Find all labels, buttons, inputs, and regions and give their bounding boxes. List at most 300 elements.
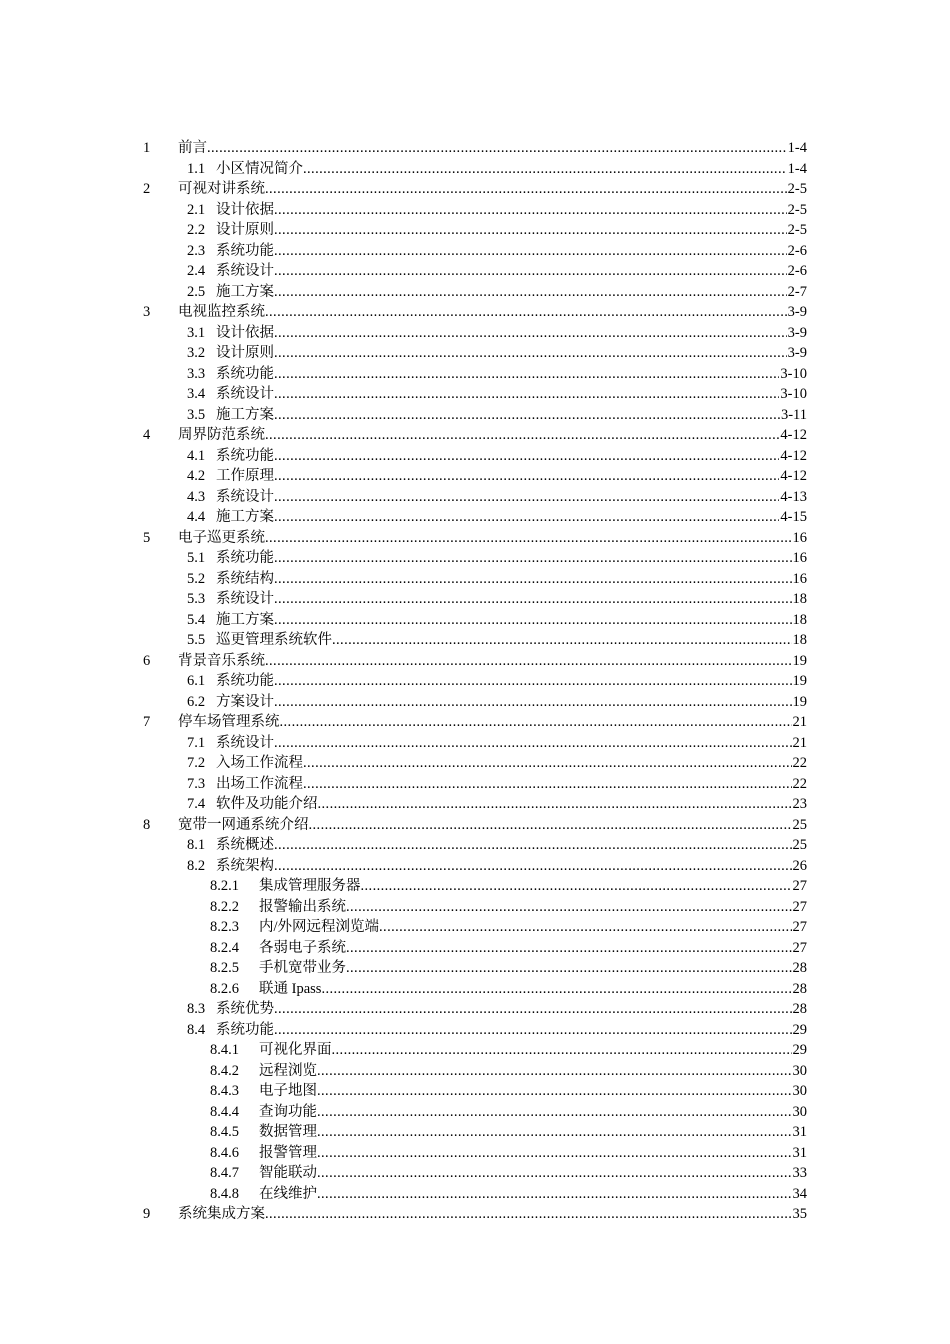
toc-entry-page-number: 16	[792, 550, 807, 566]
toc-entry-title: 施工方案	[216, 509, 274, 525]
toc-entry-number: 5	[143, 529, 151, 546]
toc-entry-line	[259, 1163, 807, 1184]
toc-entry[interactable]	[143, 610, 807, 631]
toc-entry[interactable]	[143, 856, 807, 877]
toc-entry[interactable]	[143, 733, 807, 754]
dot-leader	[274, 487, 779, 508]
toc-entry-line	[216, 794, 807, 815]
dot-leader	[265, 1204, 792, 1225]
dot-leader	[274, 200, 787, 221]
toc-entry-page-number: 16	[792, 529, 807, 546]
toc-entry[interactable]	[143, 897, 807, 918]
dot-leader	[207, 138, 787, 159]
toc-entry-title: 施工方案	[216, 611, 274, 628]
toc-entry-number: 7	[143, 714, 151, 730]
toc-entry-page-number: 23	[792, 796, 807, 812]
toc-entry-title: 电子地图	[259, 1083, 317, 1099]
toc-entry-page-number: 28	[792, 980, 807, 997]
toc-entry-number: 4.3	[187, 488, 206, 505]
toc-entry-title: 手机宽带业务	[259, 960, 346, 976]
toc-entry-title: 入场工作流程	[216, 755, 303, 771]
toc-entry-title: 在线维护	[259, 1185, 317, 1202]
dot-leader	[332, 1040, 792, 1061]
toc-entry-line	[216, 466, 807, 487]
dot-leader	[274, 569, 792, 590]
toc-entry-line	[216, 630, 807, 651]
toc-entry[interactable]	[143, 200, 807, 221]
dot-leader	[274, 548, 792, 569]
toc-entry-page-number: 3-9	[787, 304, 807, 320]
toc-entry-number: 9	[143, 1206, 151, 1222]
toc-entry-line	[178, 302, 807, 323]
toc-entry-title: 方案设计	[216, 693, 274, 710]
toc-entry[interactable]	[143, 794, 807, 815]
dot-leader	[346, 938, 792, 959]
toc-entry-title: 系统设计	[216, 591, 274, 607]
toc-entry-title: 系统功能	[216, 550, 274, 566]
toc-entry-title: 施工方案	[216, 283, 274, 300]
toc-entry-title: 设计原则	[216, 222, 274, 238]
dot-leader	[265, 528, 792, 549]
dot-leader	[274, 343, 787, 364]
toc-entry-title: 系统设计	[216, 263, 274, 279]
toc-entry-number: 2.1	[187, 201, 206, 218]
dot-leader	[303, 753, 792, 774]
dot-leader	[274, 384, 779, 405]
toc-entry-number: 8	[143, 816, 151, 833]
toc-entry-number: 7.3	[187, 775, 206, 792]
toc-entry-page-number: 4-12	[780, 447, 807, 464]
toc-entry-line	[216, 589, 807, 610]
toc-entry-title: 系统结构	[216, 570, 274, 587]
toc-entry-page-number: 2-5	[787, 181, 807, 197]
dot-leader	[274, 261, 787, 282]
toc-entry-number: 8.1	[187, 837, 206, 853]
toc-entry-page-number: 18	[792, 632, 807, 648]
toc-entry-number: 5.2	[187, 570, 206, 587]
toc-entry-title: 可视对讲系统	[178, 181, 265, 197]
toc-entry-page-number: 30	[792, 1062, 807, 1079]
toc-entry-line	[259, 897, 807, 918]
toc-entry-title: 系统功能	[216, 447, 274, 464]
toc-entry-title: 出场工作流程	[216, 775, 303, 792]
toc-entry-line	[216, 507, 807, 528]
dot-leader	[274, 610, 792, 631]
toc-entry-line	[216, 282, 807, 303]
toc-entry-number: 8.4.6	[210, 1144, 239, 1161]
toc-entry-line	[178, 425, 807, 446]
toc-entry[interactable]	[143, 1184, 807, 1205]
toc-entry-line	[216, 835, 807, 856]
toc-entry-page-number: 19	[792, 693, 807, 710]
toc-entry-page-number: 19	[792, 652, 807, 669]
toc-entry[interactable]	[143, 589, 807, 610]
toc-entry-line	[178, 528, 807, 549]
toc-entry-title: 背景音乐系统	[178, 652, 265, 669]
toc-entry-number: 8.2.4	[210, 939, 239, 956]
toc-entry-number: 8.2.2	[210, 898, 239, 915]
toc-entry[interactable]	[143, 876, 807, 897]
toc-entry-page-number: 3-9	[787, 345, 807, 361]
toc-entry-page-number: 4-15	[780, 509, 807, 525]
toc-entry-number: 4.4	[187, 509, 206, 525]
toc-entry[interactable]	[143, 405, 807, 426]
toc-entry[interactable]	[143, 958, 807, 979]
toc-entry-number: 8.2.5	[210, 960, 239, 976]
dot-leader	[274, 692, 792, 713]
dot-leader	[317, 1143, 792, 1164]
toc-entry-page-number: 27	[792, 939, 807, 956]
dot-leader	[265, 179, 787, 200]
toc-entry-line	[216, 1020, 807, 1041]
toc-entry-page-number: 31	[792, 1144, 807, 1161]
toc-entry-line	[216, 774, 807, 795]
toc-entry-number: 5.4	[187, 611, 206, 628]
dot-leader	[274, 671, 792, 692]
toc-entry-page-number: 21	[792, 714, 807, 730]
toc-entry-line	[259, 1122, 807, 1143]
dot-leader	[274, 999, 792, 1020]
toc-entry-number: 8.4.4	[210, 1103, 239, 1120]
toc-entry-page-number: 28	[792, 960, 807, 976]
toc-entry[interactable]	[143, 1163, 807, 1184]
toc-entry[interactable]	[143, 569, 807, 590]
toc-entry-line	[178, 138, 807, 159]
toc-entry-title: 系统优势	[216, 1001, 274, 1017]
toc-entry-page-number: 3-11	[780, 406, 807, 423]
toc-entry-number: 5.3	[187, 591, 206, 607]
toc-entry-page-number: 1-4	[787, 140, 807, 156]
toc-entry[interactable]	[143, 159, 807, 180]
toc-entry-title: 智能联动	[259, 1165, 317, 1181]
toc-entry-line	[216, 671, 807, 692]
toc-entry-title: 查询功能	[259, 1103, 317, 1120]
toc-entry[interactable]	[143, 979, 807, 1000]
toc-entry[interactable]	[143, 815, 807, 836]
toc-entry-line	[259, 1061, 807, 1082]
toc-entry-number: 8.2.6	[210, 980, 239, 997]
dot-leader	[361, 876, 792, 897]
dot-leader	[274, 241, 787, 262]
toc-entry-number: 3.5	[187, 406, 206, 423]
toc-entry-number: 3.4	[187, 386, 206, 402]
dot-leader	[265, 425, 779, 446]
toc-entry-page-number: 31	[792, 1124, 807, 1140]
toc-entry-number: 7.1	[187, 734, 206, 751]
toc-entry-number: 3.1	[187, 324, 206, 341]
toc-entry-line	[259, 1102, 807, 1123]
toc-entry-number: 8.4	[187, 1021, 206, 1038]
toc-entry-line	[216, 692, 807, 713]
toc-entry-page-number: 30	[792, 1083, 807, 1099]
toc-entry-title: 系统设计	[216, 488, 274, 505]
toc-entry[interactable]	[143, 220, 807, 241]
dot-leader	[274, 466, 779, 487]
toc-entry-page-number: 4-12	[780, 427, 807, 443]
toc-entry-title: 报警管理	[259, 1144, 317, 1161]
toc-entry-title: 系统集成方案	[178, 1206, 265, 1222]
toc-entry-number: 8.4.1	[210, 1042, 239, 1058]
toc-entry-title: 电视监控系统	[178, 304, 265, 320]
dot-leader	[274, 507, 779, 528]
toc-entry-title: 系统功能	[216, 365, 274, 382]
toc-entry-title: 设计原则	[216, 345, 274, 361]
toc-entry-number: 4.2	[187, 468, 206, 484]
toc-entry[interactable]	[143, 835, 807, 856]
toc-entry[interactable]	[143, 323, 807, 344]
toc-entry-page-number: 27	[792, 878, 807, 894]
dot-leader	[265, 302, 787, 323]
toc-entry-line	[259, 1040, 807, 1061]
toc-entry-page-number: 2-7	[787, 283, 807, 300]
toc-entry[interactable]	[143, 692, 807, 713]
toc-entry-page-number: 27	[792, 898, 807, 915]
toc-entry-title: 宽带一网通系统介绍	[178, 816, 309, 833]
toc-entry-line	[259, 1143, 807, 1164]
toc-entry-title: 内/外网远程浏览端	[259, 919, 380, 935]
toc-entry-line	[216, 999, 807, 1020]
table-of-contents	[143, 138, 807, 1225]
toc-entry-number: 4	[143, 427, 151, 443]
toc-entry-line	[216, 569, 807, 590]
toc-entry[interactable]	[143, 1102, 807, 1123]
toc-entry-page-number: 35	[792, 1206, 807, 1222]
toc-entry-number: 5.1	[187, 550, 206, 566]
dot-leader	[280, 712, 792, 733]
toc-entry-page-number: 3-10	[780, 365, 807, 382]
toc-entry-line	[216, 733, 807, 754]
toc-entry-page-number: 4-12	[780, 468, 807, 484]
toc-entry[interactable]	[143, 999, 807, 1020]
toc-entry-title: 联通 Ipass	[259, 980, 322, 997]
toc-entry-title: 可视化界面	[259, 1042, 332, 1058]
toc-entry-line	[216, 548, 807, 569]
toc-entry-number: 8.4.7	[210, 1165, 239, 1181]
dot-leader	[317, 1081, 792, 1102]
toc-entry-number: 8.4.2	[210, 1062, 239, 1079]
toc-entry-page-number: 28	[792, 1001, 807, 1017]
toc-entry-number: 7.4	[187, 796, 206, 812]
toc-entry-page-number: 27	[792, 919, 807, 935]
toc-entry[interactable]	[143, 1122, 807, 1143]
dot-leader	[379, 917, 791, 938]
toc-entry[interactable]	[143, 241, 807, 262]
toc-entry-title: 工作原理	[216, 468, 274, 484]
toc-entry-number: 8.4.8	[210, 1185, 239, 1202]
toc-entry-line	[216, 323, 807, 344]
toc-entry[interactable]	[143, 364, 807, 385]
toc-entry[interactable]	[143, 138, 807, 159]
toc-entry[interactable]	[143, 528, 807, 549]
toc-entry-line	[259, 1184, 807, 1205]
toc-entry-title: 远程浏览	[259, 1062, 317, 1079]
toc-entry-number: 2.2	[187, 222, 206, 238]
toc-entry-title: 巡更管理系统软件	[216, 632, 332, 648]
dot-leader	[318, 794, 792, 815]
toc-entry-number: 8.2	[187, 857, 206, 874]
toc-entry-line	[216, 487, 807, 508]
dot-leader	[274, 323, 787, 344]
toc-entry-number: 1.1	[187, 160, 206, 177]
toc-entry-page-number: 34	[792, 1185, 807, 1202]
toc-entry-line	[216, 446, 807, 467]
toc-entry-number: 5.5	[187, 632, 206, 648]
toc-entry-title: 设计依据	[216, 324, 274, 341]
toc-entry-line	[216, 405, 807, 426]
toc-entry-title: 软件及功能介绍	[216, 796, 318, 812]
toc-entry[interactable]	[143, 282, 807, 303]
toc-entry-title: 系统功能	[216, 242, 274, 259]
dot-leader	[265, 651, 792, 672]
toc-entry-title: 数据管理	[259, 1124, 317, 1140]
toc-entry-page-number: 25	[792, 837, 807, 853]
toc-entry[interactable]	[143, 1040, 807, 1061]
toc-entry-page-number: 2-5	[787, 201, 807, 218]
toc-entry-number: 6.1	[187, 673, 206, 689]
dot-leader	[274, 856, 792, 877]
toc-entry-line	[216, 610, 807, 631]
toc-entry[interactable]	[143, 179, 807, 200]
toc-entry-number: 3.3	[187, 365, 206, 382]
toc-entry-title: 施工方案	[216, 406, 274, 423]
toc-entry-line	[216, 220, 807, 241]
toc-entry-page-number: 29	[792, 1021, 807, 1038]
toc-entry-number: 6	[143, 652, 151, 669]
toc-entry-line	[259, 1081, 807, 1102]
toc-entry-number: 2.5	[187, 283, 206, 300]
toc-entry-page-number: 3-10	[780, 386, 807, 402]
toc-entry[interactable]	[143, 630, 807, 651]
toc-entry-page-number: 18	[792, 591, 807, 607]
toc-entry[interactable]	[143, 671, 807, 692]
toc-entry-line	[259, 938, 807, 959]
toc-entry-title: 系统功能	[216, 673, 274, 689]
toc-entry[interactable]	[143, 774, 807, 795]
toc-entry-number: 3.2	[187, 345, 206, 361]
toc-entry-title: 系统设计	[216, 734, 274, 751]
dot-leader	[346, 897, 792, 918]
toc-entry[interactable]	[143, 938, 807, 959]
toc-entry[interactable]	[143, 446, 807, 467]
toc-entry-line	[216, 200, 807, 221]
toc-entry[interactable]	[143, 302, 807, 323]
toc-entry-page-number: 19	[792, 673, 807, 689]
toc-entry[interactable]	[143, 1081, 807, 1102]
dot-leader	[317, 1122, 792, 1143]
toc-entry-page-number: 22	[792, 755, 807, 771]
toc-entry-number: 2.4	[187, 263, 206, 279]
dot-leader	[274, 220, 787, 241]
toc-entry[interactable]	[143, 917, 807, 938]
toc-entry-number: 3	[143, 304, 151, 320]
toc-entry-page-number: 2-5	[787, 222, 807, 238]
toc-entry-page-number: 33	[792, 1165, 807, 1181]
toc-entry-title: 各弱电子系统	[259, 939, 346, 956]
dot-leader	[303, 774, 792, 795]
toc-entry-number: 4.1	[187, 447, 206, 464]
toc-entry-line	[178, 651, 807, 672]
toc-entry-number: 8.3	[187, 1001, 206, 1017]
toc-entry[interactable]	[143, 261, 807, 282]
toc-entry-title: 报警输出系统	[259, 898, 346, 915]
toc-entry[interactable]	[143, 548, 807, 569]
dot-leader	[303, 159, 787, 180]
toc-entry-line	[178, 1204, 807, 1225]
toc-entry[interactable]	[143, 384, 807, 405]
toc-entry-title: 系统功能	[216, 1021, 274, 1038]
toc-entry-title: 停车场管理系统	[178, 714, 280, 730]
toc-entry[interactable]	[143, 507, 807, 528]
toc-entry-line	[216, 856, 807, 877]
toc-entry-page-number: 16	[792, 570, 807, 587]
toc-entry[interactable]	[143, 651, 807, 672]
toc-entry-number: 2.3	[187, 242, 206, 259]
toc-entry-line	[216, 343, 807, 364]
toc-entry[interactable]	[143, 1020, 807, 1041]
toc-entry-page-number: 18	[792, 611, 807, 628]
toc-entry-page-number: 2-6	[787, 263, 807, 279]
toc-entry-page-number: 4-13	[780, 488, 807, 505]
toc-entry[interactable]	[143, 712, 807, 733]
toc-entry-number: 8.2.1	[210, 878, 239, 894]
toc-entry-number: 2	[143, 181, 151, 197]
dot-leader	[274, 282, 787, 303]
dot-leader	[274, 733, 792, 754]
toc-entry-line	[216, 364, 807, 385]
toc-entry-line	[216, 241, 807, 262]
toc-entry-line	[216, 384, 807, 405]
toc-entry-title: 系统架构	[216, 857, 274, 874]
dot-leader	[317, 1163, 792, 1184]
toc-entry-page-number: 26	[792, 857, 807, 874]
dot-leader	[317, 1184, 792, 1205]
toc-entry-title: 电子巡更系统	[178, 529, 265, 546]
toc-entry-line	[259, 917, 807, 938]
toc-entry-title: 周界防范系统	[178, 427, 265, 443]
toc-entry[interactable]	[143, 466, 807, 487]
dot-leader	[274, 364, 779, 385]
toc-entry[interactable]	[143, 1061, 807, 1082]
dot-leader	[346, 958, 792, 979]
toc-entry[interactable]	[143, 425, 807, 446]
toc-entry-number: 7.2	[187, 755, 206, 771]
toc-entry-line	[259, 979, 807, 1000]
toc-entry[interactable]	[143, 1143, 807, 1164]
dot-leader	[317, 1102, 792, 1123]
dot-leader	[321, 979, 791, 1000]
toc-entry-title: 前言	[178, 140, 207, 156]
dot-leader	[274, 589, 792, 610]
toc-entry-number: 1	[143, 140, 151, 156]
toc-entry-line	[178, 179, 807, 200]
toc-entry[interactable]	[143, 1204, 807, 1225]
toc-entry[interactable]	[143, 487, 807, 508]
toc-entry-page-number: 29	[792, 1042, 807, 1058]
toc-entry-title: 小区情况简介	[216, 160, 303, 177]
dot-leader	[317, 1061, 792, 1082]
toc-entry-number: 8.2.3	[210, 919, 239, 935]
dot-leader	[274, 835, 792, 856]
toc-entry-page-number: 1-4	[787, 160, 807, 177]
toc-entry[interactable]	[143, 753, 807, 774]
dot-leader	[274, 1020, 792, 1041]
toc-entry[interactable]	[143, 343, 807, 364]
dot-leader	[309, 815, 792, 836]
toc-entry-page-number: 30	[792, 1103, 807, 1120]
toc-entry-title: 集成管理服务器	[259, 878, 361, 894]
toc-entry-page-number: 25	[792, 816, 807, 833]
toc-entry-title: 系统概述	[216, 837, 274, 853]
